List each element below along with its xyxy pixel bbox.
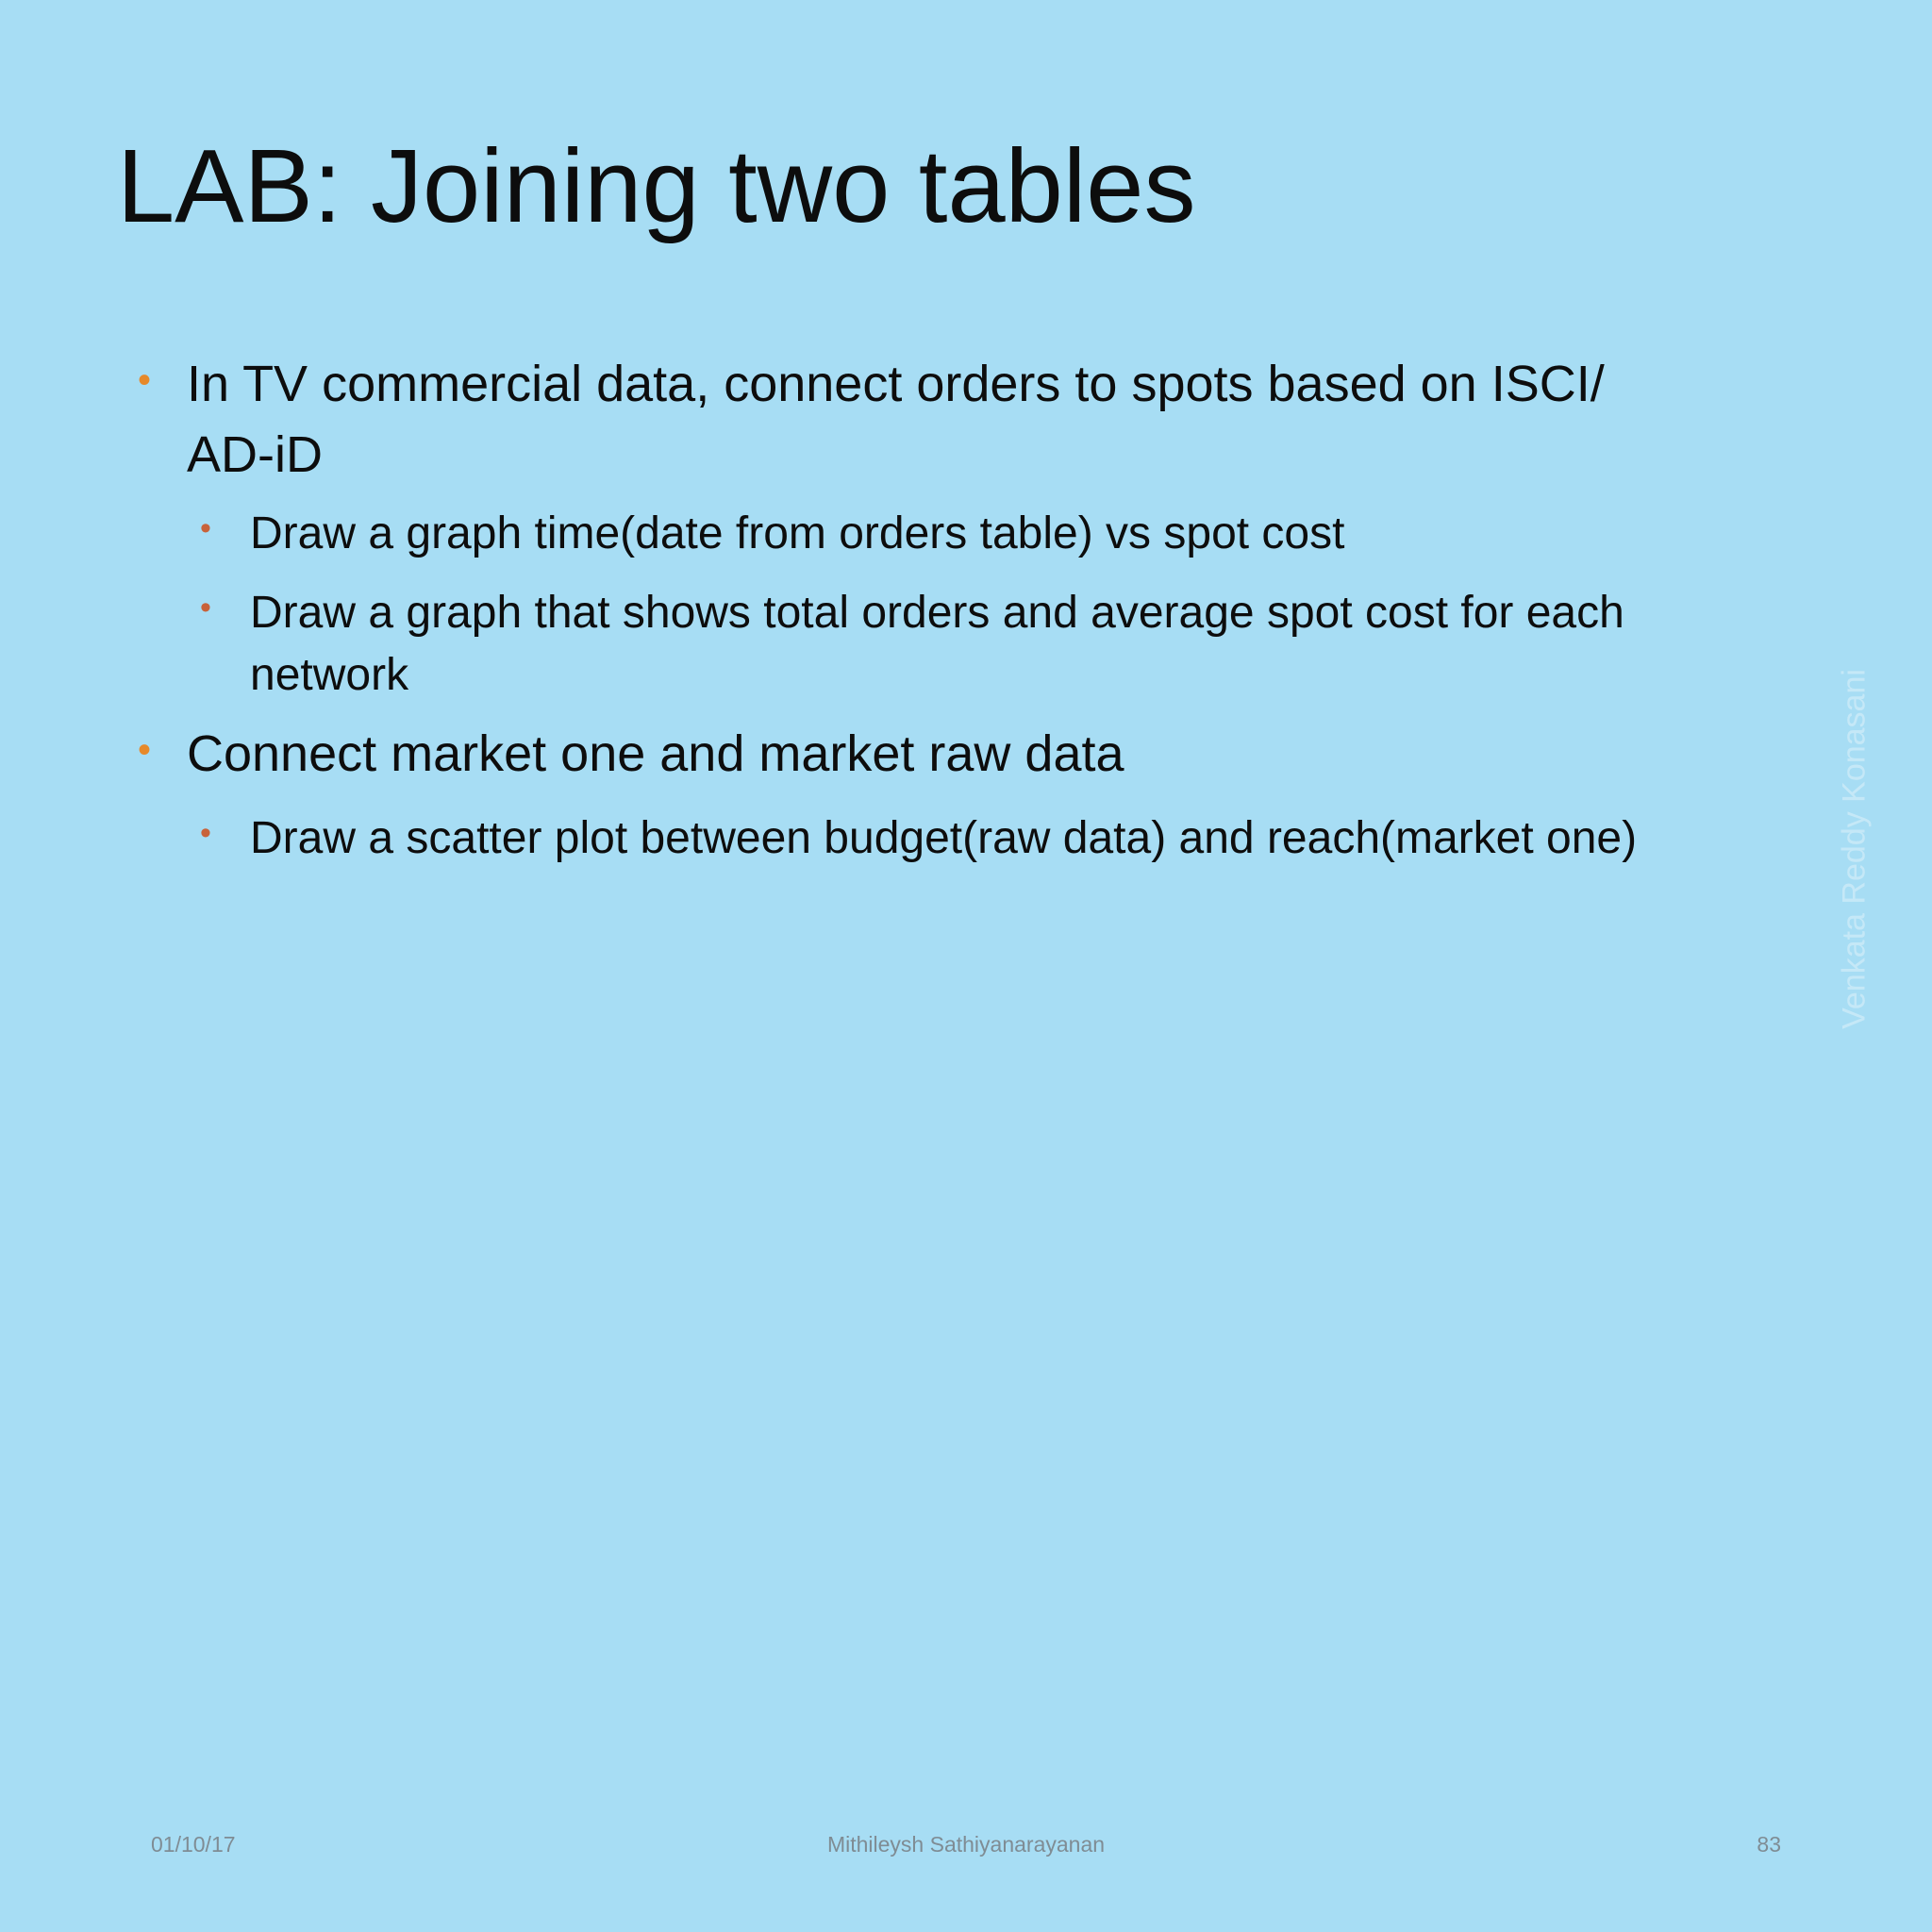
watermark: Venkata Reddy Konasani bbox=[1836, 669, 1873, 1029]
bullet-text: In TV commercial data, connect orders to spots based on ISCI/ AD-iD bbox=[187, 356, 1605, 483]
bullet-item-level2 bbox=[200, 808, 1672, 870]
bullet-item-level2 bbox=[200, 582, 1672, 707]
bullet-dot-icon: • bbox=[200, 590, 211, 625]
bullet-item-level2 bbox=[200, 503, 1672, 565]
bullet-text: Connect market one and market raw data bbox=[187, 725, 1124, 782]
bullet-dot-icon: • bbox=[200, 510, 211, 546]
bullet-text: Draw a graph time(date from orders table) vs spot cost bbox=[250, 508, 1345, 558]
bullet-item-level1 bbox=[138, 349, 1666, 491]
footer-page-number: 83 bbox=[1757, 1832, 1781, 1857]
bullet-dot-icon: • bbox=[200, 815, 211, 851]
bullet-text: Draw a graph that shows total orders and average spot cost for each network bbox=[250, 588, 1624, 700]
slide-title: LAB: Joining two tables bbox=[117, 128, 1196, 244]
bullet-dot-icon: • bbox=[138, 729, 152, 771]
bullet-item-level1 bbox=[138, 719, 1666, 790]
bullet-text: Draw a scatter plot between budget(raw data) and reach(market one) bbox=[250, 813, 1638, 863]
bullet-dot-icon: • bbox=[138, 359, 152, 401]
footer-date: 01/10/17 bbox=[151, 1832, 236, 1857]
footer-author: Mithileysh Sathiyanarayanan bbox=[826, 1832, 1106, 1857]
